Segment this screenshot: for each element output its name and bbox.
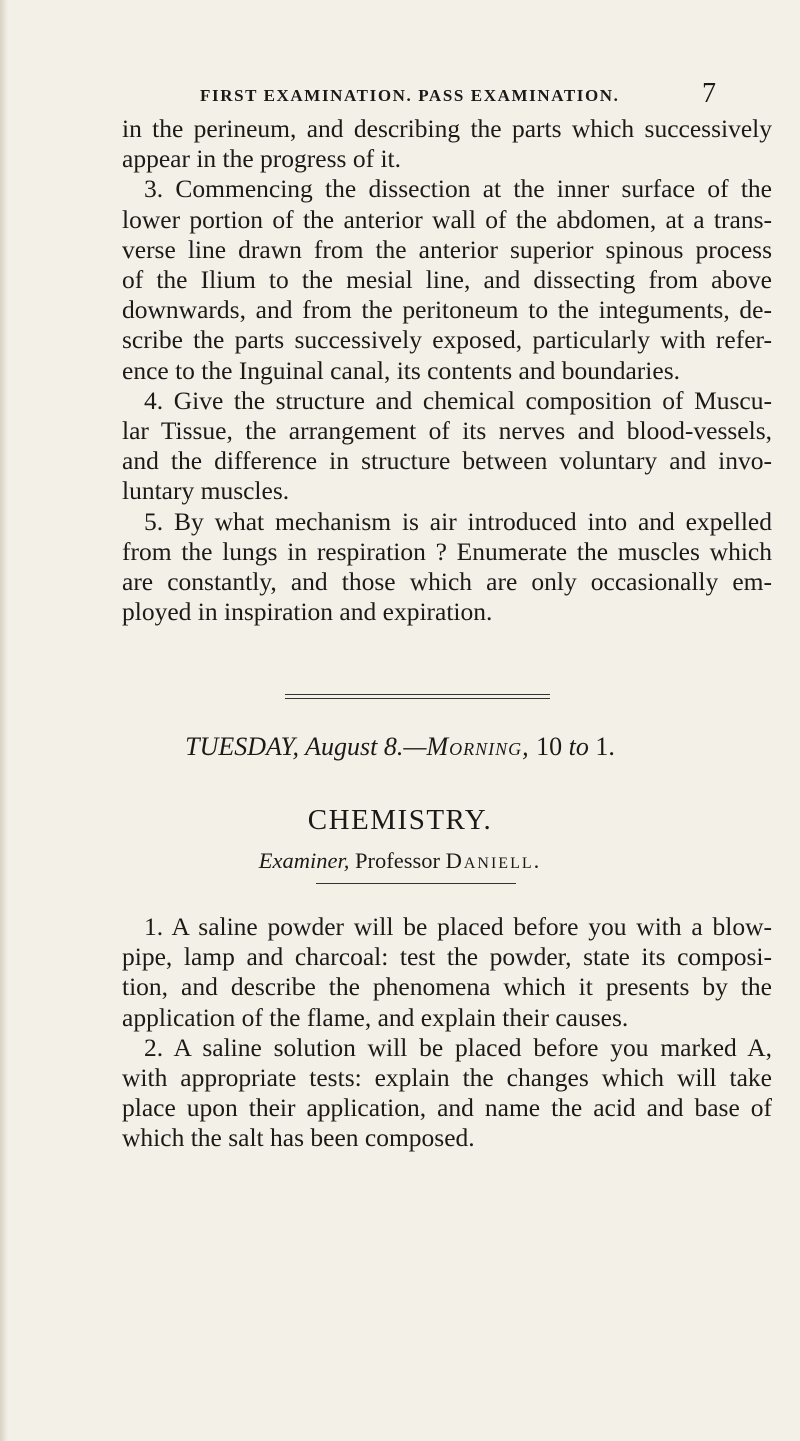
single-rule-divider: [316, 883, 516, 884]
page-gutter-shadow: [0, 0, 8, 1441]
subject-title: CHEMISTRY.: [307, 804, 493, 836]
text-line: of the Ilium to the mesial line, and dissecting from above: [122, 265, 772, 295]
text-line: luntary muscles.: [122, 476, 290, 506]
session-period: Morning,: [426, 732, 530, 761]
session-day: TUESDAY,: [185, 732, 300, 761]
text-line: with appropriate tests: explain the changes which will take: [122, 1063, 772, 1093]
text-line: and the difference in structure between voluntary and invo-: [122, 446, 772, 476]
session-to: to: [568, 732, 589, 761]
text-line: place upon their application, and name the acid and base of: [122, 1093, 772, 1123]
question-2-line: 2. A saline solution will be placed before you marked A,: [144, 1032, 772, 1062]
examiner-name: Daniell.: [445, 848, 542, 873]
examiner-line: [0, 848, 800, 874]
question-5-line: 5. By what mechanism is air introduced into and expelled: [144, 506, 772, 536]
text-line: ence to the Inguinal canal, its contents and boundaries.: [122, 355, 680, 385]
session-heading: [0, 732, 800, 762]
text-block-bottom: [122, 912, 772, 1154]
text-line: from the lungs in respiration ? Enumerate the muscles which: [122, 536, 772, 566]
session-end-hour: 1.: [595, 732, 615, 761]
text-line: tion, and describe the phenomena which it presents by the: [122, 972, 772, 1002]
text-block-top: [122, 114, 772, 627]
examiner-role: Examiner,: [258, 848, 350, 873]
running-head: FIRST EXAMINATION. PASS EXAMINATION.: [200, 86, 620, 105]
session-start-hour: 10: [536, 732, 563, 761]
double-rule-divider: [285, 694, 550, 699]
session-dash: —: [403, 732, 427, 761]
text-line: downwards, and from the peritoneum to the integuments, de-: [122, 295, 772, 325]
text-line: are constantly, and those which are only occasionally em-: [122, 567, 772, 597]
text-line: in the perineum, and describing the parts which successively: [122, 114, 772, 143]
question-3-line: 3. Commencing the dissection at the inner surface of the: [144, 174, 772, 204]
text-line: which the salt has been composed.: [122, 1123, 475, 1153]
text-line: appear in the progress of it.: [122, 144, 401, 174]
question-4-line: 4. Give the structure and chemical composition of Muscu-: [144, 385, 772, 415]
text-line: scribe the parts successively exposed, particularly with refer-: [122, 325, 772, 355]
text-line: ployed in inspiration and expiration.: [122, 597, 493, 627]
text-line: lar Tissue, the arrangement of its nerves and blood-vessels,: [122, 416, 772, 446]
session-date: August 8.: [305, 732, 404, 761]
text-line: application of the flame, and explain their causes.: [122, 1002, 629, 1032]
text-line: verse line drawn from the anterior superior spinous process: [122, 234, 772, 264]
text-line: lower portion of the anterior wall of the abdomen, at a trans-: [122, 204, 772, 234]
examiner-title: Professor: [354, 848, 440, 873]
page-number: 7: [702, 78, 716, 109]
question-1-line: 1. A saline powder will be placed before you with a blow-: [144, 912, 772, 941]
text-line: pipe, lamp and charcoal: test the powder, state its composi-: [122, 942, 772, 972]
